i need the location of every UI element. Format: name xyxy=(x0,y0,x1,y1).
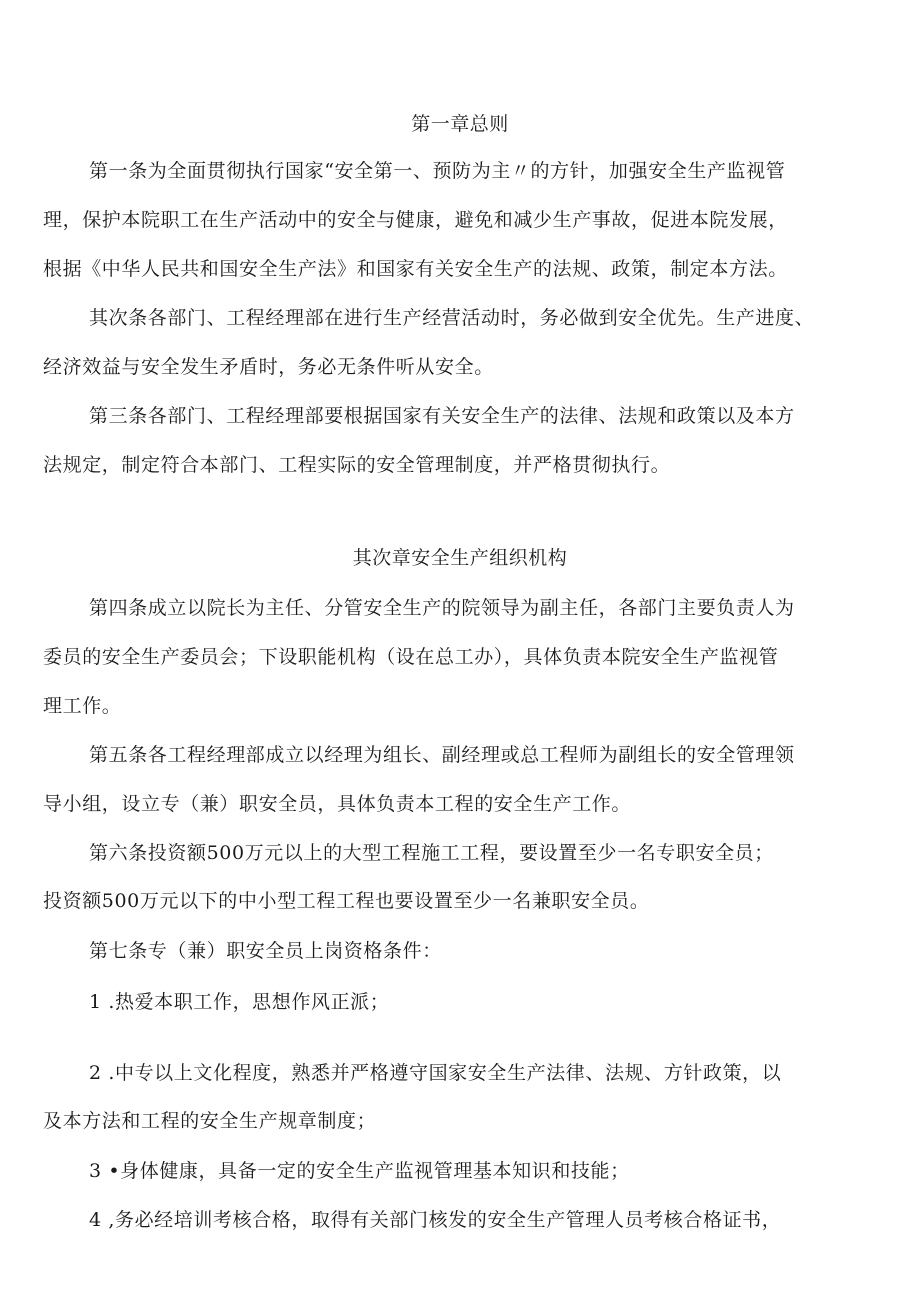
article-1-line-3: 根据《中华人民共和国安全生产法》和国家有关安全生产的法规、政策，制定本方法。 xyxy=(43,258,788,280)
article-5-line-2: 导小组，设立专（兼）职安全员，具体负责本工程的安全生产工作。 xyxy=(43,793,632,815)
article-7: 第七条专（兼）职安全员上岗资格条件： xyxy=(89,940,442,962)
list-item-2-line-2: 及本方法和工程的安全生产规章制度； xyxy=(43,1110,377,1132)
article-5-line-1: 第五条各工程经理部成立以经理为组长、副经理或总工程师为副组长的安全管理领 xyxy=(89,744,795,766)
article-1-line-1: 第一条为全面贯彻执行国家“安全第一、预防为主〃的方针，加强安全生产监视管 xyxy=(89,160,786,182)
article-3-line-2: 法规定，制定符合本部门、工程实际的安全管理制度，并严格贯彻执行。 xyxy=(43,454,671,476)
article-6-line-2: 投资额500万元以下的中小型工程工程也要设置至少一名兼职安全员。 xyxy=(43,890,650,912)
article-2-line-2: 经济效益与安全发生矛盾时，务必无条件听从安全。 xyxy=(43,356,494,378)
article-4-line-1: 第四条成立以院长为主任、分管安全生产的院领导为副主任，各部门主要负责人为 xyxy=(89,597,795,619)
chapter-1-title: 第一章总则 xyxy=(411,113,509,135)
list-item-2-line-1: 2 .中专以上文化程度，熟悉并严格遵守国家安全生产法律、法规、方针政策，以 xyxy=(89,1062,782,1084)
chapter-2-title: 其次章安全生产组织机构 xyxy=(352,547,568,569)
article-1-line-2: 理，保护本院职工在生产活动中的安全与健康，避免和减少生产事故，促进本院发展， xyxy=(43,209,788,231)
list-item-3: 3 •身体健康，具备一定的安全生产监视管理基本知识和技能； xyxy=(89,1160,630,1182)
article-6-line-1: 第六条投资额500万元以上的大型工程施工工程，要设置至少一名专职安全员； xyxy=(89,842,774,864)
list-item-4: 4 ,务必经培训考核合格，取得有关部门核发的安全生产管理人员考核合格证书， xyxy=(89,1209,782,1231)
list-item-1: 1 .热爱本职工作，思想作风正派； xyxy=(89,991,390,1013)
article-2-line-1: 其次条各部门、工程经理部在进行生产经营活动时，务必做到安全优先。生产进度、 xyxy=(89,307,815,329)
article-4-line-3: 理工作。 xyxy=(43,695,122,717)
article-4-line-2: 委员的安全生产委员会；下设职能机构（设在总工办），具体负责本院安全生产监视管 xyxy=(43,646,779,668)
article-3-line-1: 第三条各部门、工程经理部要根据国家有关安全生产的法律、法规和政策以及本方 xyxy=(89,405,795,427)
